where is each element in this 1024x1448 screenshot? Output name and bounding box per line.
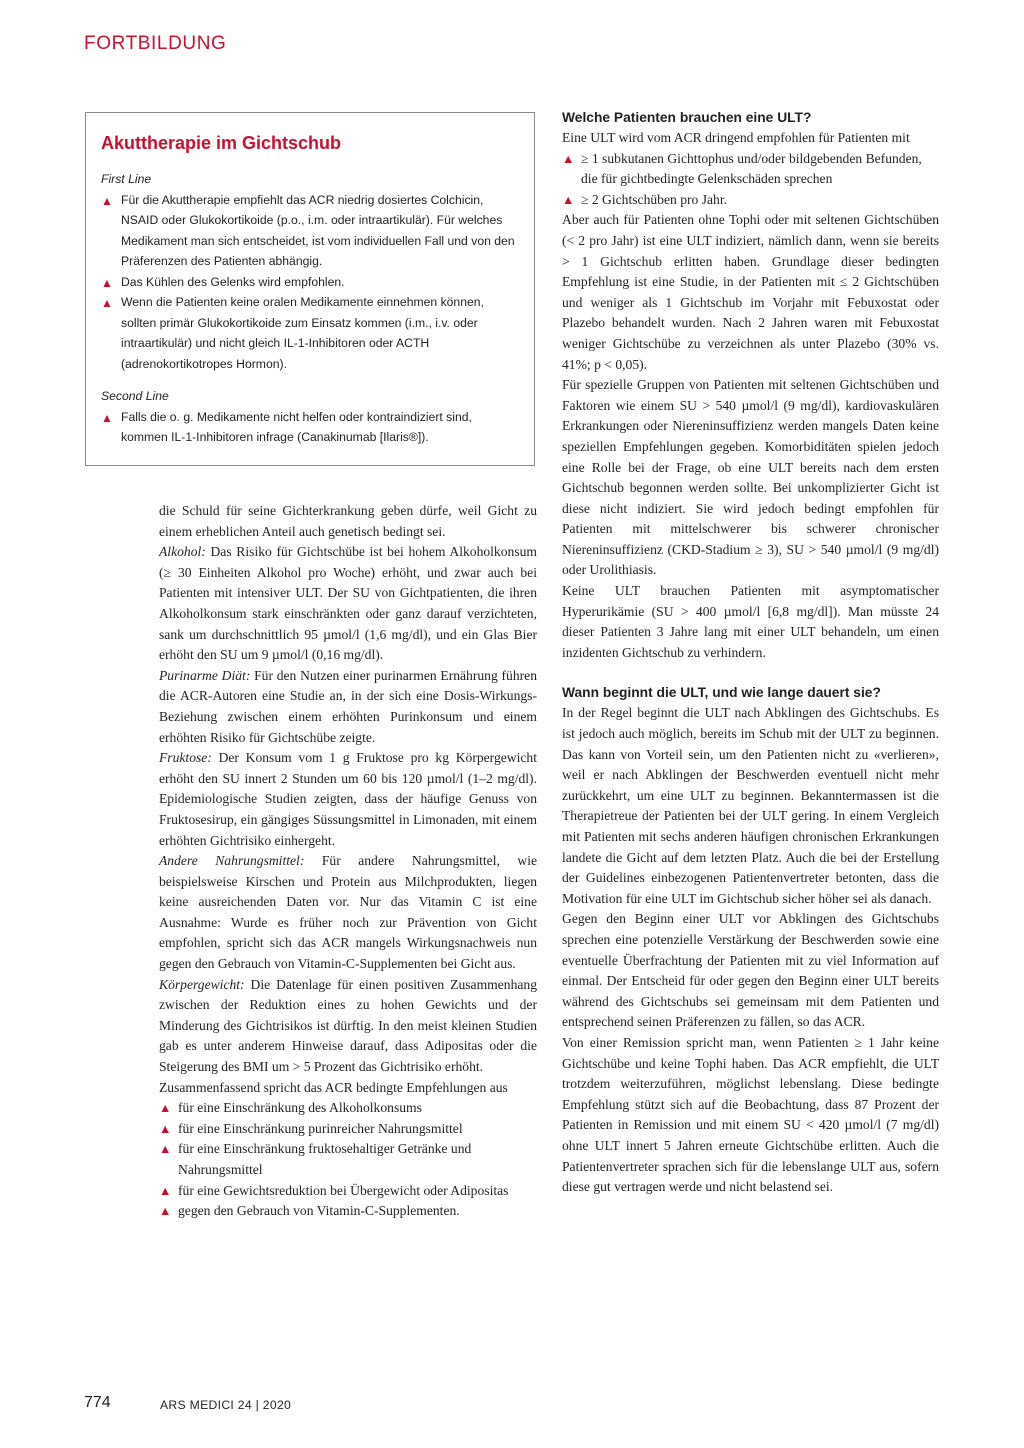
list-item-text: für eine Einschränkung des Alkoholkonsums <box>178 1100 422 1116</box>
box-title: Akuttherapie im Gichtschub <box>101 133 342 153</box>
section-heading: Wann beginnt die ULT, und wie lange dauert sie? <box>562 685 881 701</box>
list-item <box>159 1119 537 1140</box>
triangle-bullet-icon: ▲ <box>101 193 113 208</box>
triangle-bullet-icon: ▲ <box>159 1121 172 1136</box>
right-column <box>562 108 939 1198</box>
journal-name: ARS MEDICI 24 | 2020 <box>160 1398 292 1412</box>
run-in-heading: Fruktose: <box>159 750 212 766</box>
list-item-text: gegen den Gebrauch von Vitamin-C-Supplementen. <box>178 1203 460 1219</box>
triangle-bullet-icon: ▲ <box>562 151 575 166</box>
paragraph-text: Für den Nutzen einer purinarmen Ernährung führen die ACR-Autoren eine Studie an, in der sich eine Dosis-Wirkungs-Beziehung zwischen einem erhöhten Purinkonsum und einem erhöhten Risiko für Gichtschübe zeigte. <box>159 667 537 745</box>
paragraph <box>159 748 537 851</box>
section-heading: Welche Patienten brauchen eine ULT? <box>562 110 812 125</box>
list-item-text: ≥ 2 Gichtschüben pro Jahr. <box>581 191 728 207</box>
run-in-heading: Andere Nahrungsmittel: <box>159 853 305 869</box>
box-list-item-text: Falls die o. g. Medikamente nicht helfen oder kontraindiziert sind, kommen IL-1-Inhibitoren infrage (Canakinumab [Ilaris®]). <box>121 409 472 444</box>
list-item-text: für eine Einschränkung purinreicher Nahrungsmittel <box>178 1120 463 1136</box>
left-column <box>159 501 537 1222</box>
list-item <box>159 1181 537 1202</box>
paragraph-text: Die Datenlage für einen positiven Zusammenhang zwischen der Reduktion eines zu hohen Gewichts und der Minderung des Gichtrisikos ist dürftig. In den meist kleinen Studien gab es unter anderem Hinweise darauf, dass Adipositas oder die Steigerung des BMI um > 5 Prozent das Gichtrisiko erhöht. <box>159 976 537 1075</box>
box-list-item-text: Das Kühlen des Gelenks wird empfohlen. <box>121 274 345 289</box>
box-list-item-text: Wenn die Patienten keine oralen Medikamente einnehmen können, sollten primär Glukokortikoide zum Einsatz kommen (i.m., i.v. oder intraartikulär) und nicht gleich IL-1-Inhibitoren oder ACTH (adrenokortikotropes Hormon). <box>121 295 484 371</box>
list-item-text: für eine Einschränkung fruktosehaltiger Getränke und Nahrungsmittel <box>178 1141 472 1177</box>
list-item-text: für eine Gewichtsreduktion bei Übergewicht oder Adipositas <box>178 1182 509 1198</box>
paragraph: In der Regel beginnt die ULT nach Abklingen des Gichtschubs. Es ist jedoch auch möglich, bereits im Schub mit der ULT zu beginnen. Das kann von Vorteil sein, um den Patienten nicht zu «verlieren», weil er nach Abklingen der Beschwerden eventuell nicht mehr zurückkehrt, um eine ULT zu beginnen. Bekanntermassen ist die Therapietreue der Patienten bei der ULT gering. In einem Vergleich mit Patienten mit sechs anderen häufigen chronischen Erkrankungen landete die Gicht auf dem letzten Platz. Auch die bei der Erstellung der Guidelines einbezogenen Patientenvertreter betonten, dass die Motivation für eine ULT im Gichtschub sicher höher sei als danach. <box>562 705 939 906</box>
paragraph: Von einer Remission spricht man, wenn Patienten ≥ 1 Jahr keine Gichtschübe und keine Tophi haben. Das ACR empfiehlt, die ULT trotzdem weiterzuführen, möglichst lebenslang. Diese bedingte Empfehlung stützt sich auf die Beobachtung, dass 87 Prozent der Patienten in Remission und mit einem SU < 420 µmol/l (7 mg/dl) ohne ULT innert 5 Jahren erneute Gichtschübe erlitten. Auch die Patientenvertreter sprachen sich für die lebenslange ULT aus, sofern diese gut vertragen werde und nicht belastend sei. <box>562 1034 939 1195</box>
list-item <box>159 1098 537 1119</box>
run-in-heading: Purinarme Diät: <box>159 667 251 683</box>
box-list-item-text: Für die Akuttherapie empfiehlt das ACR niedrig dosiertes Colchicin, NSAID oder Glukokortikoide (p.o., i.m. oder intraartikulär). Für welches Medikament man sich entscheidet, ist vom individuellen Fall und von den Präferenzen des Patienten abhängig. <box>121 192 515 268</box>
triangle-bullet-icon: ▲ <box>159 1142 172 1157</box>
list-item-text: ≥ 1 subkutanen Gichttophus und/oder bildgebenden Befunden, die für gichtbedingte Gelenkschäden sprechen <box>581 150 922 187</box>
info-box <box>85 112 535 466</box>
run-in-heading: Körpergewicht: <box>159 976 245 992</box>
paragraph <box>159 666 537 748</box>
box-list-item <box>101 272 518 293</box>
triangle-bullet-icon: ▲ <box>562 192 575 207</box>
list-item <box>562 149 939 190</box>
section-label: FORTBILDUNG <box>84 33 227 54</box>
paragraph <box>159 975 537 1078</box>
triangle-bullet-icon: ▲ <box>159 1101 172 1116</box>
run-in-heading: Alkohol: <box>159 544 206 560</box>
box-list-item <box>101 190 518 272</box>
paragraph-text: Für andere Nahrungsmittel, wie beispielsweise Kirschen und Protein aus Milchprodukten, liegen keine ausreichenden Daten vor. Nur das Vitamin C ist eine Ausnahme: Wurde es früher noch zur Prävention von Gicht empfohlen, spricht sich das ACR mangels Wirkungsnachweis nun gegen den Gebrauch von Vitamin-C-Supplementen bei Gicht aus. <box>159 853 538 972</box>
box-list-item <box>101 292 518 374</box>
list-item <box>562 190 939 211</box>
paragraph: Aber auch für Patienten ohne Tophi oder mit seltenen Gichtschüben (< 2 pro Jahr) ist eine ULT indiziert, nämlich dann, wenn sie bereits > 1 Gichtschub erlitten haben. Grundlage dieser bedingten Empfehlung ist eine Studie, in der Patienten mit ≤ 2 Gichtschüben und weniger als 1 Gichtschub im Vorjahr mit Febuxostat oder Plazebo behandelt wurden. Nach 2 Jahren waren mit Febuxostat weniger Gichtschübe zu verzeichnen als unter Plazebo (30% vs. 41%; p < 0,05). <box>562 212 939 372</box>
paragraph: die Schuld für seine Gichterkrankung geben dürfe, weil Gicht zu einem erheblichen Anteil auch genetisch bedingt sei. <box>159 503 537 539</box>
triangle-bullet-icon: ▲ <box>159 1183 172 1198</box>
paragraph: Zusammenfassend spricht das ACR bedingte Empfehlungen aus <box>159 1079 508 1095</box>
paragraph: Eine ULT wird vom ACR dringend empfohlen für Patienten mit <box>562 130 910 145</box>
paragraph-text: Der Konsum vom 1 g Fruktose pro kg Körpergewicht erhöht den SU innert 2 Stunden um 60 bis 120 µmol/l (1–2 mg/dl). Epidemiologische Studien zeigten, dass der häufige Genuss von Fruktosesirup, ein gängiges Süssungsmittel in Limonaden, mit einem erhöhten Gichtrisiko einhergeht. <box>159 750 537 848</box>
paragraph: Für spezielle Gruppen von Patienten mit seltenen Gichtschüben und Faktoren wie einem SU > 540 µmol/l (9 mg/dl), kardiovaskulären Erkrankungen oder Niereninsuffizienz werden mangels Daten keine speziellen Empfehlungen gegeben. Komorbiditäten spielen jedoch eine Rolle bei der Frage, ob eine ULT bereits nach dem ersten Gichtschub begonnen werden sollte. Bei unkomplizierter Gicht ist diese nicht indiziert. Sie wird jedoch bedingt empfohlen für Patienten mit mittelschwerer bis schwerer chronischer Niereninsuffizienz (CKD-Stadium ≥ 3), SU > 540 µmol/l (9 mg/dl) oder Urolithiasis. <box>562 377 939 578</box>
first-line-label: First Line <box>101 172 152 186</box>
paragraph <box>159 542 537 666</box>
paragraph-text: Das Risiko für Gichtschübe ist bei hohem Alkoholkonsum (≥ 30 Einheiten Alkohol pro Woche) erhöht, und zwar auch bei Patienten mit intensiver ULT. Der SU von Gichtpatienten, die ihren Alkoholkonsum stark einschränkten oder ganz darauf verzichteten, sank um durchschnittlich 95 µmol/l (1,6 mg/dl), und ein Glas Bier erhöht den SU um 9 µmol/l (0,16 mg/dl). <box>159 544 537 663</box>
paragraph <box>159 851 537 975</box>
second-line-label: Second Line <box>101 389 169 403</box>
triangle-bullet-icon: ▲ <box>101 275 113 290</box>
box-list-item <box>101 407 518 448</box>
triangle-bullet-icon: ▲ <box>101 296 113 310</box>
paragraph: Keine ULT brauchen Patienten mit asymptomatischer Hyperurikämie (SU > 400 µmol/l [6,8 mg/dl]). Man müsste 24 dieser Patienten 3 Jahre lang mit einer ULT behandeln, um einen inzidenten Gichtschub zu verhindern. <box>562 583 939 660</box>
triangle-bullet-icon: ▲ <box>101 410 113 425</box>
page-number: 774 <box>84 1394 111 1411</box>
paragraph: Gegen den Beginn einer ULT vor Abklingen des Gichtschubs sprechen eine potenzielle Verstärkung der Beschwerden sowie eine eventuelle Überfrachtung der Patienten mit zu viel Information auf einmal. Der Entscheid für oder gegen den Beginn einer ULT bereits während des Gichtschubs sei gemeinsam mit dem Patienten und entsprechend seinen Präferenzen zu fällen, so das ACR. <box>562 911 939 1030</box>
triangle-bullet-icon: ▲ <box>159 1204 172 1219</box>
list-item <box>159 1201 537 1222</box>
list-item <box>159 1139 537 1180</box>
